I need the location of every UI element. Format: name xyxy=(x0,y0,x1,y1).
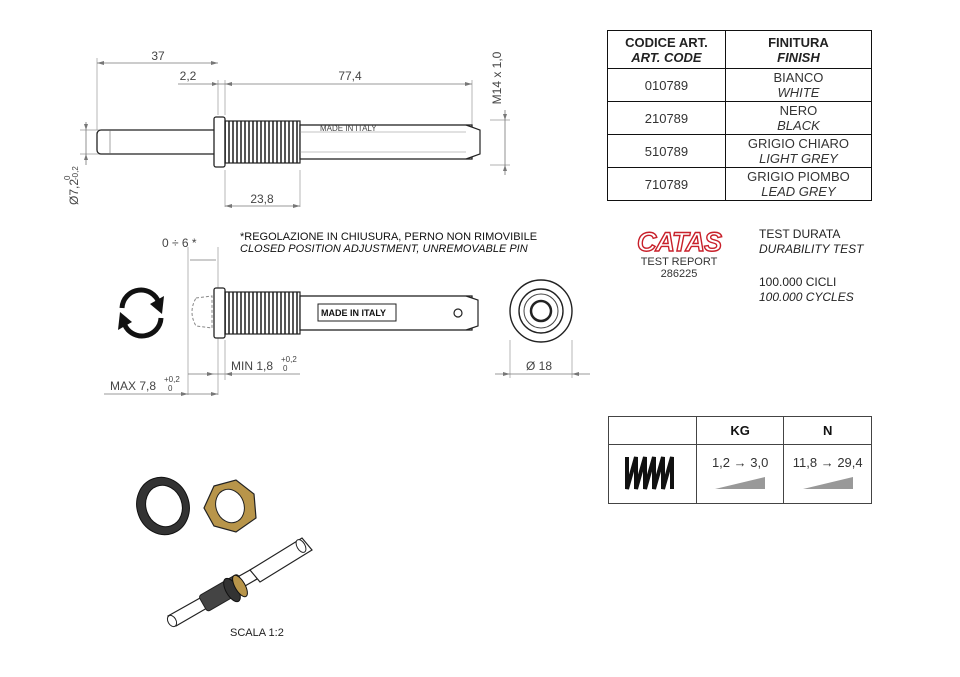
dim-dia-7-2-tol-upper: 0 xyxy=(63,175,72,180)
code-cell: 710789 xyxy=(608,168,726,201)
durability-cycles xyxy=(759,275,854,305)
kg-range: 1,2 → 3,0 xyxy=(711,455,769,470)
dim-dia-7-2-tol-lower: -0,2 xyxy=(71,166,80,180)
durability-cycles-en: 100.000 CYCLES xyxy=(759,290,854,304)
spring-force-table xyxy=(608,416,872,504)
catas-report-label: TEST REPORT xyxy=(640,256,718,268)
dim-dia-18-label: Ø 18 xyxy=(526,359,553,373)
header-code-it: CODICE ART. xyxy=(625,34,708,50)
table-row xyxy=(608,69,872,102)
adjustment-note-it: *REGOLAZIONE IN CHIUSURA, PERNO NON RIMOVIBILE xyxy=(240,231,538,243)
header-code xyxy=(608,31,726,69)
table-row xyxy=(608,168,872,201)
force-ramp-icon xyxy=(715,476,765,490)
durability-title xyxy=(759,227,863,257)
end-view xyxy=(495,280,590,378)
force-ramp-icon xyxy=(803,476,853,490)
isometric-view xyxy=(129,470,312,639)
catas-report-number: 286225 xyxy=(660,268,698,280)
finish-cell: GRIGIO CHIARO LIGHT GREY xyxy=(725,135,871,168)
durability-title-it: TEST DURATA xyxy=(759,227,841,241)
n-cell xyxy=(784,445,872,504)
header-finish-en: FINISH xyxy=(777,49,820,65)
dim-min-tol-upper: +0,2 xyxy=(281,355,297,364)
code-cell: 210789 xyxy=(608,102,726,135)
finish-cell: BIANCO WHITE xyxy=(725,69,871,102)
kg-cell xyxy=(696,445,784,504)
finish-cell: NERO BLACK xyxy=(725,102,871,135)
made-in-italy-label: MADE IN ITALY xyxy=(321,308,387,318)
dim-23-8-label: 23,8 xyxy=(250,192,274,206)
catas-badge xyxy=(636,228,722,280)
durability-cycles-it: 100.000 CICLI xyxy=(759,275,837,289)
dim-dia-7-2-label: Ø7,2 xyxy=(67,178,81,205)
code-cell: 510789 xyxy=(608,135,726,168)
dim-77-4-label: 77,4 xyxy=(338,69,362,83)
dim-thread-label: M14 x 1,0 xyxy=(490,51,504,105)
spring-header-empty xyxy=(609,417,697,445)
n-range: 11,8 → 29,4 xyxy=(792,455,863,470)
table-row xyxy=(608,102,872,135)
catas-logo: CATAS xyxy=(637,227,721,257)
adjustment-view xyxy=(104,231,537,396)
finish-cell: GRIGIO PIOMBO LEAD GREY xyxy=(725,168,871,201)
dim-max-label: MAX 7,8 xyxy=(110,379,157,393)
header-kg: KG xyxy=(696,417,784,445)
dim-37-label: 37 xyxy=(151,49,165,63)
dim-2-2-label: 2,2 xyxy=(179,69,197,83)
dim-min-tol-lower: 0 xyxy=(283,364,288,373)
top-pin-view xyxy=(63,49,510,208)
durability-title-en: DURABILITY TEST xyxy=(759,242,864,256)
table-row xyxy=(608,135,872,168)
article-codes-table xyxy=(607,30,872,201)
spring-icon xyxy=(623,453,681,493)
header-finish-it: FINITURA xyxy=(768,34,829,50)
spring-cell xyxy=(609,445,697,504)
header-code-en: ART. CODE xyxy=(631,49,702,65)
rotate-icon xyxy=(118,290,164,336)
header-n: N xyxy=(784,417,872,445)
dim-max-tol-upper: +0,2 xyxy=(164,375,180,384)
svg-text:MADE IN ITALY: MADE IN ITALY xyxy=(320,124,377,133)
code-cell: 010789 xyxy=(608,69,726,102)
scale-label: SCALA 1:2 xyxy=(230,627,284,639)
header-finish xyxy=(725,31,871,69)
dim-min-label: MIN 1,8 xyxy=(231,359,274,373)
dim-adjust-range-label: 0 ÷ 6 * xyxy=(162,236,197,250)
dim-max-tol-lower: 0 xyxy=(168,384,173,393)
adjustment-note-en: CLOSED POSITION ADJUSTMENT, UNREMOVABLE PIN xyxy=(240,243,528,255)
